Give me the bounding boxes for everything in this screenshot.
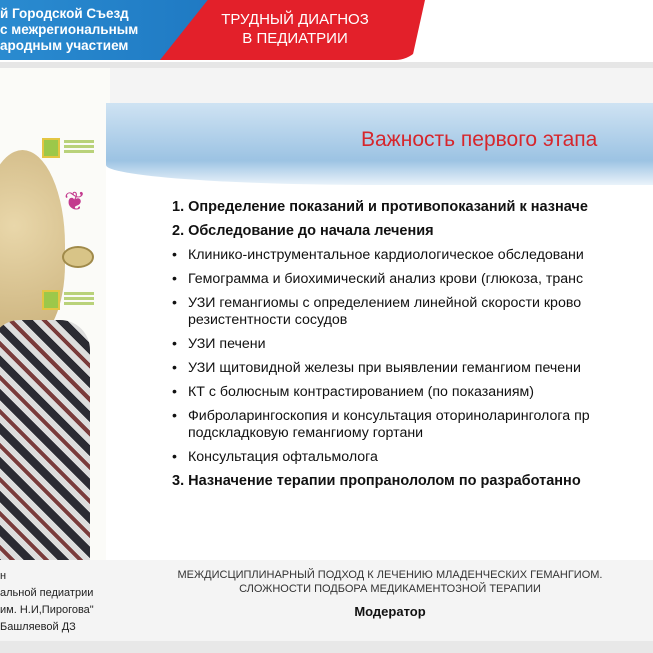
bullet-item <box>172 247 653 264</box>
bullet-item <box>172 271 653 288</box>
congress-name <box>0 6 138 54</box>
role-label: Модератор <box>354 604 426 619</box>
item-text: • УЗИ гемангиомы с определением линейной скорости крово <box>188 295 582 311</box>
session-title-line: МЕЖДИСЦИПЛИНАРНЫЙ ПОДХОД К ЛЕЧЕНИЮ МЛАДЕНЧЕСКИХ ГЕМАНГИОМ. <box>177 569 603 581</box>
department-logo <box>42 138 97 160</box>
presentation-slide <box>106 103 653 560</box>
item-text-cont: резистентности сосудов <box>188 312 348 328</box>
item-text: • Клинико-инструментальное кардиологическое обследовани <box>188 247 584 263</box>
bullet-item <box>172 336 653 353</box>
congress-name-line: й Городской Съезд <box>0 6 129 21</box>
item-text: • КТ с болюсным контрастированием (по показаниям) <box>188 384 535 400</box>
slide-list <box>172 199 653 497</box>
item-text: 3. Назначение терапии пропранололом по разработанно <box>172 473 581 489</box>
item-text: • Гемограмма и биохимический анализ крови (глюкоза, транс <box>188 271 584 287</box>
item-text: 2. Обследование до начала лечения <box>172 223 434 239</box>
item-text: • Фиброларингоскопия и консультация оториноларинголога пр <box>188 408 590 424</box>
item-text: 1. Определение показаний и противопоказаний к назначе <box>172 199 588 215</box>
item-text: • УЗИ печени <box>188 336 266 352</box>
caption-line: альной педиатрии <box>0 587 94 599</box>
speaker-caption <box>0 568 94 636</box>
caption-line: Башляевой ДЗ <box>0 621 76 633</box>
department-logo <box>42 290 97 312</box>
bottom-bar <box>0 641 653 653</box>
bullet-item <box>172 408 653 442</box>
caption-line: им. Н.И,Пирогова" <box>0 604 94 616</box>
speaker-shirt <box>0 320 90 560</box>
item-text: • Консультация офтальмолога <box>188 449 378 465</box>
bird-logo-icon: ❦ <box>64 186 86 216</box>
congress-name-line: ародным участием <box>0 38 129 53</box>
item-text: • УЗИ щитовидной железы при выявлении гемангиом печени <box>188 360 581 376</box>
slide-title: Важность первого этапа <box>361 128 598 151</box>
conference-banner <box>0 0 653 62</box>
numbered-item <box>172 223 653 240</box>
session-title-line: СЛОЖНОСТИ ПОДБОРА МЕДИКАМЕНТОЗНОЙ ТЕРАПИИ <box>239 583 541 595</box>
numbered-item <box>172 199 653 216</box>
theme-line: В ПЕДИАТРИИ <box>242 30 348 47</box>
congress-name-line: с межрегиональным <box>0 22 139 37</box>
bullet-item <box>172 360 653 377</box>
theme-line: ТРУДНЫЙ ДИАГНОЗ <box>221 11 369 28</box>
session-caption <box>160 568 620 619</box>
seal-logo <box>62 246 94 268</box>
numbered-item <box>172 473 653 490</box>
conference-theme <box>215 10 375 48</box>
bullet-item <box>172 449 653 466</box>
bullet-item <box>172 295 653 329</box>
item-text-cont: подскладковую гемангиому гортани <box>188 425 424 441</box>
bullet-item <box>172 384 653 401</box>
caption-line: н <box>0 570 7 582</box>
